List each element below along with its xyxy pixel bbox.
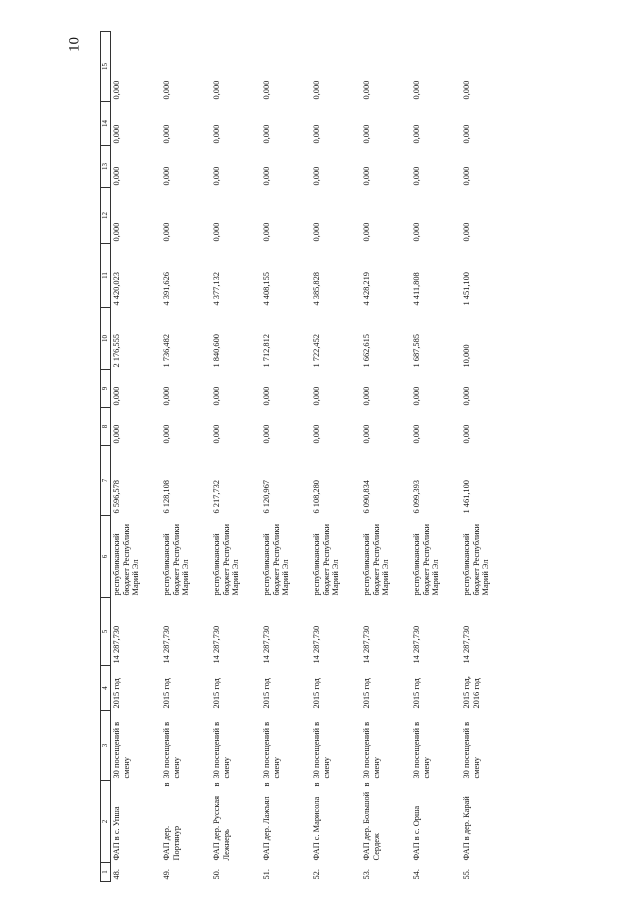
estimated-cost: 14 287,730 — [262, 625, 271, 664]
estimated-cost: 14 287,730 — [312, 625, 321, 664]
row-number: 49. — [162, 869, 171, 880]
value-col-10: 1 712,812 — [262, 334, 271, 368]
facility-marker — [462, 783, 510, 793]
value-col-9: 0,000 — [312, 386, 321, 406]
facility-name — [261, 781, 311, 863]
value-col-14: 0,000 — [212, 124, 221, 144]
year: 2015 год — [362, 678, 371, 709]
funding-source: республиканский бюджет Республики Марий Эл — [262, 523, 291, 596]
column-number-13: 13 — [101, 146, 111, 188]
facility-name-text: ФАП в с. Орша — [412, 805, 421, 861]
value-col-9: 0,000 — [462, 386, 471, 406]
value-col-12: 0,000 — [462, 222, 471, 242]
total-financing: 6 090,834 — [362, 480, 371, 514]
facility-name — [211, 781, 261, 863]
value-col-9: 0,000 — [262, 386, 271, 406]
value-col-10: 1 736,482 — [162, 334, 171, 368]
value-col-13: 0,000 — [362, 166, 371, 186]
value-col-12: 0,000 — [262, 222, 271, 242]
value-col-15: 0,000 — [212, 80, 221, 100]
value-col-14: 0,000 — [162, 124, 171, 144]
value-col-9: 0,000 — [362, 386, 371, 406]
funding-source: республиканский бюджет Республики Марий Эл — [462, 523, 491, 596]
column-number-5: 5 — [101, 598, 111, 666]
value-col-11: 4 391,626 — [162, 272, 171, 306]
value-col-12: 0,000 — [212, 222, 221, 242]
year: 2015 год — [112, 678, 121, 709]
column-number-6: 6 — [101, 516, 111, 598]
column-number-3: 3 — [101, 711, 111, 781]
total-financing: 6 099,393 — [412, 480, 421, 514]
value-col-10: 1 722,452 — [312, 334, 321, 368]
capacity: 30 посещений в смену — [162, 721, 181, 779]
facility-name — [411, 781, 461, 863]
capacity: 30 посещений в смену — [462, 721, 481, 779]
year: 2015 год — [162, 678, 171, 709]
value-col-13: 0,000 — [212, 166, 221, 186]
value-col-8: 0,000 — [112, 424, 121, 444]
facility-name — [311, 781, 361, 863]
value-col-10: 1 840,600 — [212, 334, 221, 368]
funding-source: республиканский бюджет Республики Марий Эл — [362, 523, 391, 596]
facility-marker: в — [262, 782, 271, 787]
facility-name-text: ФАП дер. Лажъял — [262, 796, 271, 861]
value-col-11: 4 377,132 — [212, 272, 221, 306]
facility-name — [361, 781, 411, 863]
estimated-cost: 14 287,730 — [412, 625, 421, 664]
capacity: 30 посещений в смену — [212, 721, 231, 779]
value-col-14: 0,000 — [112, 124, 121, 144]
column-number-14: 14 — [101, 102, 111, 146]
capacity: 30 посещений в смену — [362, 721, 381, 779]
funding-source: республиканский бюджет Республики Марий Эл — [112, 523, 141, 596]
value-col-11: 4 408,155 — [262, 272, 271, 306]
total-financing: 6 128,108 — [162, 480, 171, 514]
column-number-9: 9 — [101, 370, 111, 408]
facility-name — [111, 781, 161, 863]
column-number-12: 12 — [101, 188, 111, 244]
year: 2015 год — [312, 678, 321, 709]
value-col-12: 0,000 — [362, 222, 371, 242]
value-col-15: 0,000 — [412, 80, 421, 100]
value-col-8: 0,000 — [462, 424, 471, 444]
column-number-4: 4 — [101, 666, 111, 711]
value-col-10: 10,000 — [462, 344, 471, 368]
value-col-14: 0,000 — [312, 124, 321, 144]
value-col-10: 1 662,615 — [362, 334, 371, 368]
value-col-13: 0,000 — [112, 166, 121, 186]
funding-source: республиканский бюджет Республики Марий Эл — [212, 523, 241, 596]
facility-marker: в — [162, 782, 171, 787]
facility-marker — [412, 783, 460, 793]
value-col-8: 0,000 — [212, 424, 221, 444]
total-financing: 6 120,967 — [262, 480, 271, 514]
table-row — [311, 32, 361, 882]
row-number: 48. — [112, 869, 121, 880]
page-number: 10 — [66, 37, 83, 52]
table-row — [111, 32, 162, 882]
funding-source: республиканский бюджет Республики Марий Эл — [412, 523, 441, 596]
column-number-1: 1 — [101, 863, 111, 882]
value-col-12: 0,000 — [412, 222, 421, 242]
funding-source: республиканский бюджет Республики Марий Эл — [312, 523, 341, 596]
row-number: 50. — [212, 869, 221, 880]
value-col-11: 4 428,219 — [362, 272, 371, 306]
estimated-cost: 14 287,730 — [362, 625, 371, 664]
value-col-15: 0,000 — [112, 80, 121, 100]
value-col-13: 0,000 — [162, 166, 171, 186]
column-number-10: 10 — [101, 308, 111, 370]
value-col-14: 0,000 — [362, 124, 371, 144]
facility-marker — [112, 783, 160, 793]
column-number-15: 15 — [101, 32, 111, 102]
value-col-13: 0,000 — [462, 166, 471, 186]
facility-name-text: ФАП дер. Русская Лежнерь — [212, 796, 231, 861]
column-number-7: 7 — [101, 446, 111, 516]
facility-name-text: ФАП дер. Портянур — [162, 825, 181, 861]
capacity: 30 посещений в смену — [262, 721, 281, 779]
row-number: 55. — [462, 869, 471, 880]
estimated-cost: 14 287,730 — [212, 625, 221, 664]
value-col-10: 1 687,585 — [412, 334, 421, 368]
year: 2015 год, 2016 год — [462, 676, 481, 709]
facility-name-text: ФАП в дер. Карай — [462, 796, 471, 861]
value-col-15: 0,000 — [312, 80, 321, 100]
estimated-cost: 14 287,730 — [462, 625, 471, 664]
facility-name-text: ФАП дер. Большой Сердеж — [362, 791, 381, 861]
row-number: 54. — [412, 869, 421, 880]
value-col-8: 0,000 — [362, 424, 371, 444]
value-col-9: 0,000 — [212, 386, 221, 406]
column-number-row — [101, 32, 111, 882]
value-col-15: 0,000 — [162, 80, 171, 100]
table-row — [461, 32, 511, 882]
estimated-cost: 14 287,730 — [162, 625, 171, 664]
value-col-11: 4 411,808 — [412, 272, 421, 306]
column-number-8: 8 — [101, 408, 111, 446]
table-row — [161, 32, 211, 882]
rotated-table-container — [100, 32, 530, 882]
value-col-12: 0,000 — [312, 222, 321, 242]
total-financing: 6 108,280 — [312, 480, 321, 514]
value-col-15: 0,000 — [362, 80, 371, 100]
value-col-9: 0,000 — [162, 386, 171, 406]
value-col-11: 1 451,100 — [462, 272, 471, 306]
value-col-15: 0,000 — [462, 80, 471, 100]
value-col-15: 0,000 — [262, 80, 271, 100]
capacity: 30 посещений в смену — [312, 721, 331, 779]
column-number-11: 11 — [101, 244, 111, 308]
value-col-11: 4 385,828 — [312, 272, 321, 306]
facility-name-text: ФАП с. Марисола — [312, 796, 321, 861]
value-col-9: 0,000 — [112, 386, 121, 406]
year: 2015 год — [412, 678, 421, 709]
row-number: 52. — [312, 869, 321, 880]
total-financing: 6 596,578 — [112, 480, 121, 514]
funding-source: республиканский бюджет Республики Марий Эл — [162, 523, 191, 596]
facility-marker: в — [212, 782, 221, 787]
facility-name — [461, 781, 511, 863]
table-row — [211, 32, 261, 882]
facility-name-text: ФАП в с. Упша — [112, 806, 121, 861]
total-financing: 1 461,100 — [462, 480, 471, 514]
capacity: 30 посещений в смену — [412, 721, 431, 779]
value-col-13: 0,000 — [262, 166, 271, 186]
facility-name — [161, 781, 211, 863]
table-row — [261, 32, 311, 882]
table-row — [411, 32, 461, 882]
value-col-10: 2 176,555 — [112, 334, 121, 368]
facility-marker: в — [362, 782, 371, 787]
facility-marker: в — [312, 782, 321, 787]
value-col-11: 4 420,023 — [112, 272, 121, 306]
total-financing: 6 217,732 — [212, 480, 221, 514]
value-col-13: 0,000 — [312, 166, 321, 186]
data-table — [100, 31, 511, 882]
estimated-cost: 14 287,730 — [112, 625, 121, 664]
value-col-14: 0,000 — [462, 124, 471, 144]
value-col-13: 0,000 — [412, 166, 421, 186]
year: 2015 год — [262, 678, 271, 709]
column-number-2: 2 — [101, 781, 111, 863]
year: 2015 год — [212, 678, 221, 709]
value-col-12: 0,000 — [162, 222, 171, 242]
value-col-9: 0,000 — [412, 386, 421, 406]
value-col-14: 0,000 — [262, 124, 271, 144]
value-col-8: 0,000 — [412, 424, 421, 444]
capacity: 30 посещений в смену — [112, 721, 131, 779]
row-number: 51. — [262, 869, 271, 880]
value-col-8: 0,000 — [312, 424, 321, 444]
value-col-14: 0,000 — [412, 124, 421, 144]
value-col-8: 0,000 — [162, 424, 171, 444]
value-col-12: 0,000 — [112, 222, 121, 242]
row-number: 53. — [362, 869, 371, 880]
value-col-8: 0,000 — [262, 424, 271, 444]
table-row — [361, 32, 411, 882]
